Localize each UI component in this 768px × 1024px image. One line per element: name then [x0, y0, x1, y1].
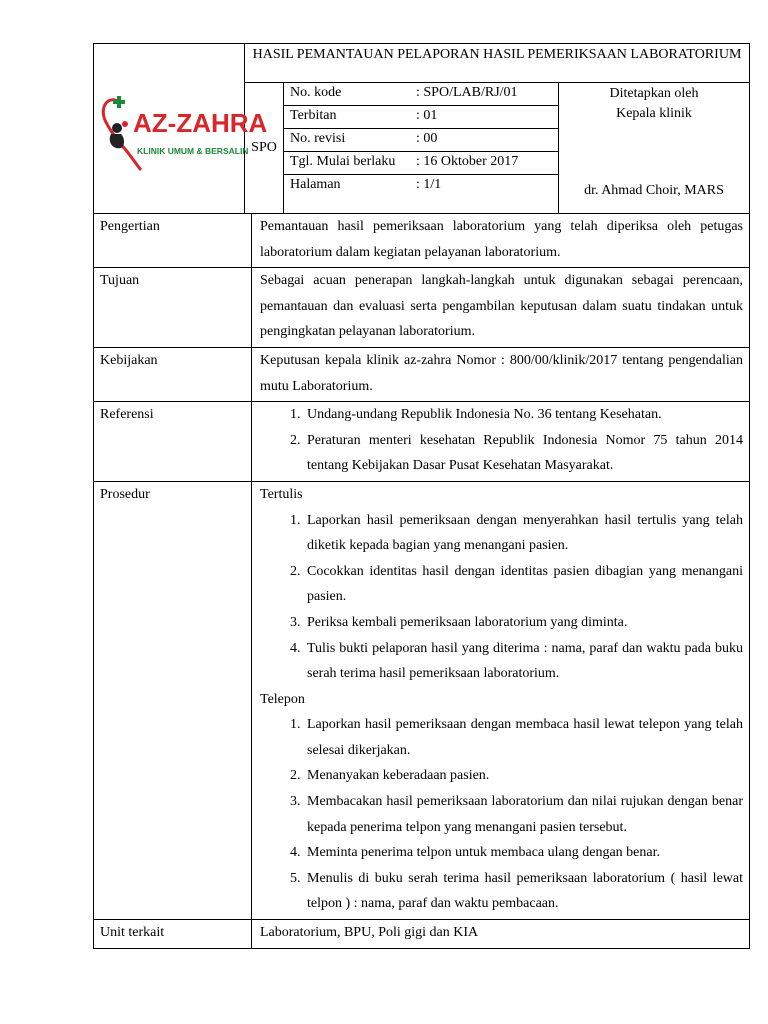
approver-title: Kepala klinik: [616, 106, 692, 121]
list-item: 4. Meminta penerima telpon untuk membaca ulang dengan benar.: [304, 840, 743, 866]
meta-label: No. kode: [290, 85, 342, 100]
meta-value: : 01: [416, 108, 438, 123]
reference-list: [260, 402, 743, 479]
section-text: Pemantauan hasil pemeriksaan laboratorium yang telah diperiksa oleh petugas laboratorium dalam kegiatan pelayanan laboratorium.: [252, 214, 750, 268]
list-item: 3. Periksa kembali pemeriksaan laboratorium yang diminta.: [304, 610, 743, 636]
meta-label: Tgl. Mulai berlaku: [290, 154, 396, 169]
row-unit-terkait: [94, 920, 750, 949]
list-item: 1. Laporkan hasil pemeriksaan dengan membaca hasil lewat telepon yang telah selesai dikerjakan.: [304, 712, 743, 763]
approver-name: dr. Ahmad Choir, MARS: [584, 183, 724, 198]
row-referensi: [94, 402, 750, 482]
meta-row-kode: [284, 83, 559, 106]
section-label: Pengertian: [94, 214, 252, 268]
procedure-list-tertulis: [260, 508, 743, 687]
document-title: HASIL PEMANTAUAN PELAPORAN HASIL PEMERIKSAAN LABORATORIUM: [245, 44, 750, 83]
section-label: Prosedur: [94, 481, 252, 919]
meta-label: No. revisi: [290, 131, 346, 146]
row-kebijakan: [94, 347, 750, 401]
meta-row-halaman: [284, 175, 559, 214]
approval-block: [559, 83, 750, 214]
mother-child-icon: [112, 123, 122, 133]
meta-value: : SPO/LAB/RJ/01: [416, 85, 518, 100]
meta-value: : 00: [416, 131, 438, 146]
list-item: 4. Tulis bukti pelaporan hasil yang diterima : nama, paraf dan waktu pada buku serah terima hasil pemeriksaan laboratorium.: [304, 636, 743, 687]
row-tujuan: [94, 268, 750, 348]
approved-by-label: Ditetapkan oleh: [609, 86, 699, 101]
logo-tagline: KLINIK UMUM & BERSALIN: [137, 145, 249, 156]
section-label: Referensi: [94, 402, 252, 482]
subheading-tertulis: Tertulis: [260, 486, 303, 502]
meta-row-terbitan: [284, 106, 559, 129]
section-label: Unit terkait: [94, 920, 252, 949]
section-label: Tujuan: [94, 268, 252, 348]
spo-label: SPO: [245, 83, 284, 214]
row-prosedur: [94, 481, 750, 919]
meta-value: : 1/1: [416, 177, 442, 192]
logo-name: AZ-ZAHRA: [133, 107, 268, 138]
list-item: 1. Laporkan hasil pemeriksaan dengan menyerahkan hasil tertulis yang telah diketik kepada bagian yang menangani pasien.: [304, 508, 743, 559]
subheading-telepon: Telepon: [260, 691, 305, 707]
list-item: 5. Menulis di buku serah terima hasil pemeriksaan laboratorium ( hasil lewat telpon ) : nama, paraf dan waktu pembacaan.: [304, 866, 743, 917]
list-item: 1. Undang-undang Republik Indonesia No. 36 tentang Kesehatan.: [304, 402, 743, 428]
meta-value: : 16 Oktober 2017: [416, 154, 519, 169]
procedure-list-telepon: [260, 712, 743, 917]
meta-row-tanggal: [284, 152, 559, 175]
list-item: 2. Menanyakan keberadaan pasien.: [304, 763, 743, 789]
section-text: Keputusan kepala klinik az-zahra Nomor : 800/00/klinik/2017 tentang pengendalian mutu Laboratorium.: [252, 347, 750, 401]
list-item: 2. Peraturan menteri kesehatan Republik Indonesia Nomor 75 tahun 2014 tentang Kebijakan Dasar Pusat Kesehatan Masyarakat.: [304, 428, 743, 479]
section-text: Sebagai acuan penerapan langkah-langkah untuk digunakan sebagai perencaan, pemantauan dan evaluasi serta pengambilan keputusan dalam suatu tindakan untuk pengingkatan pelayanan laboratorium.: [252, 268, 750, 348]
meta-row-revisi: [284, 129, 559, 152]
list-item: 3. Membacakan hasil pemeriksaan laboratorium dan nilai rujukan dengan benar kepada penerima telpon yang menangani pasien tersebut.: [304, 789, 743, 840]
section-text: Laboratorium, BPU, Poli gigi dan KIA: [252, 920, 750, 949]
document-header: [93, 43, 750, 214]
meta-label: Halaman: [290, 177, 341, 192]
sop-content-table: [93, 213, 750, 949]
meta-label: Terbitan: [290, 108, 337, 123]
list-item: 2. Cocokkan identitas hasil dengan identitas pasien dibagian yang menangani pasien.: [304, 559, 743, 610]
row-pengertian: [94, 214, 750, 268]
section-label: Kebijakan: [94, 347, 252, 401]
